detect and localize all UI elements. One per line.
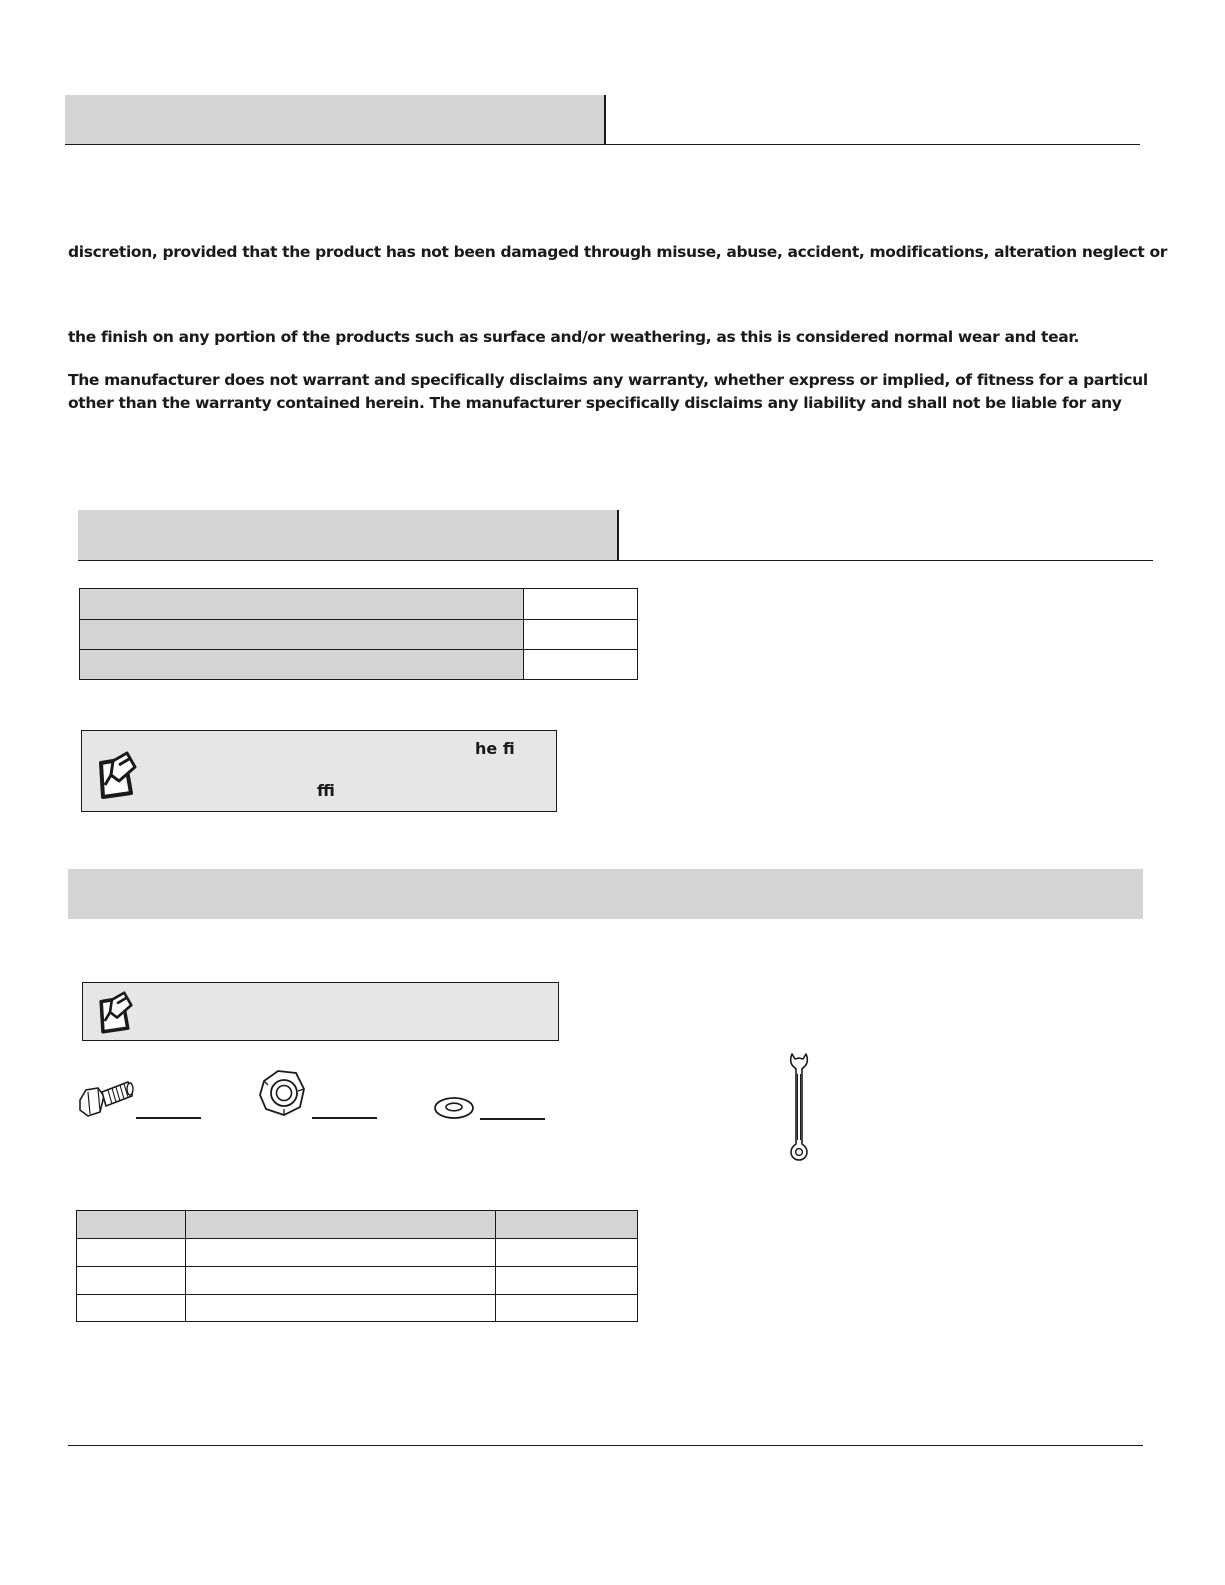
section-header-bar-warranty xyxy=(65,95,605,144)
table-cell xyxy=(80,650,524,680)
quantity-blank-line xyxy=(136,1117,201,1119)
table-cell xyxy=(524,589,638,620)
note-text-fragment: he fi xyxy=(475,739,515,758)
nut-icon xyxy=(256,1067,308,1119)
table-row xyxy=(80,589,638,620)
section-header-bar-contact xyxy=(78,510,617,560)
washer-icon xyxy=(432,1094,476,1122)
table-row xyxy=(77,1295,638,1322)
warranty-text-line-4: other than the warranty contained herein. The manufacturer specifically disclaims any liability and shall not be liable for any xyxy=(68,394,1122,412)
combination-wrench-icon xyxy=(786,1050,812,1162)
section-header-rule xyxy=(65,144,1140,145)
table-cell xyxy=(524,650,638,680)
section-header-rule xyxy=(78,560,1153,561)
table-cell xyxy=(77,1267,186,1295)
section-header-divider xyxy=(617,510,619,561)
table-cell xyxy=(186,1295,496,1322)
contact-table xyxy=(79,588,638,680)
table-header-cell xyxy=(77,1211,186,1239)
table-cell xyxy=(186,1267,496,1295)
table-cell xyxy=(496,1295,638,1322)
table-cell xyxy=(77,1295,186,1322)
bolt-icon xyxy=(76,1074,136,1124)
table-cell xyxy=(186,1239,496,1267)
table-cell xyxy=(496,1239,638,1267)
warranty-text-line-3: The manufacturer does not warrant and specifically disclaims any warranty, whether express or implied, of fitness for a particul xyxy=(68,371,1148,389)
footer-rule xyxy=(68,1445,1143,1446)
note-box xyxy=(82,982,559,1041)
warranty-text-line-2: the finish on any portion of the products such as surface and/or weathering, as this is considered normal wear and tear. xyxy=(68,328,1080,346)
warranty-text-line-1: discretion, provided that the product has not been damaged through misuse, abuse, accident, modifications, alteration neglect or xyxy=(68,243,1168,261)
note-pencil-icon xyxy=(95,751,145,803)
note-box xyxy=(81,730,557,812)
quantity-blank-line xyxy=(480,1118,545,1120)
table-row xyxy=(77,1239,638,1267)
table-header-cell xyxy=(496,1211,638,1239)
table-cell xyxy=(77,1239,186,1267)
table-row xyxy=(80,650,638,680)
table-header-cell xyxy=(186,1211,496,1239)
table-cell xyxy=(496,1267,638,1295)
table-row xyxy=(80,620,638,650)
note-text-fragment: ffi xyxy=(317,781,335,800)
table-cell xyxy=(80,620,524,650)
section-header-bar-hardware xyxy=(68,869,1143,919)
table-cell xyxy=(524,620,638,650)
table-header-row xyxy=(77,1211,638,1239)
note-pencil-icon xyxy=(95,991,141,1037)
section-header-divider xyxy=(604,95,606,145)
hardware-table xyxy=(76,1210,638,1322)
quantity-blank-line xyxy=(312,1117,377,1119)
table-cell xyxy=(80,589,524,620)
table-row xyxy=(77,1267,638,1295)
